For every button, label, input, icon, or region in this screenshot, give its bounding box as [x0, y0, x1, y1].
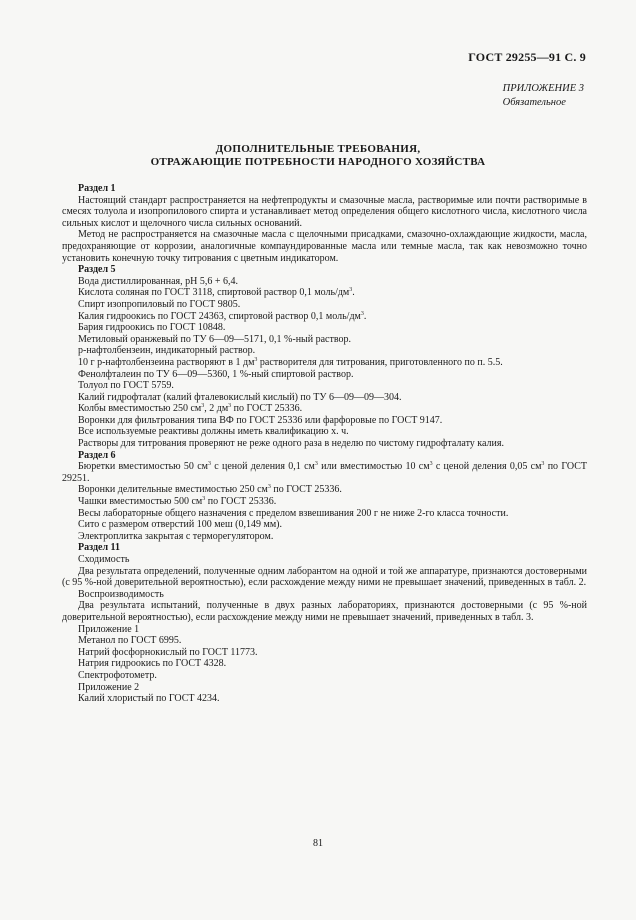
- list-item: Чашки вместимостью 500 $см^3$ по ГОСТ 25336.: [78, 496, 277, 508]
- list-item: Весы лабораторные общего назначения с пределом взвешивания 200 г не ниже 2-го класса точности.: [78, 507, 509, 519]
- document-body: [62, 183, 587, 705]
- list-item: Метиловый оранжевый по ТУ 6—09—5171, 0,1 %-ный раствор.: [78, 333, 352, 345]
- paragraph: Два результата определений, полученные одним лаборантом на одной и той же аппаратуре, признаются достоверными (с 95 %-ной доверительной вероятностью), если расхождение между ними не превышает значений, приведенных в табл. 2.: [62, 565, 587, 589]
- paragraph: Метод не распространяется на смазочные масла с щелочными присадками, смазочно-охлаждающие жидкости, масла, предохраняющие от коррозии, аналогичные компаундированные масла или темные масла, так как невозможно точно установить конечную точку титрования с цветным индикатором.: [62, 229, 587, 264]
- list-item: Натрий фосфорнокислый по ГОСТ 11773.: [78, 646, 258, 658]
- section-1-heading: Раздел 1: [78, 183, 116, 194]
- title-line-2: ОТРАЖАЮЩИЕ ПОТРЕБНОСТИ НАРОДНОГО ХОЗЯЙСТВА: [150, 156, 486, 168]
- appendix-label: ПРИЛОЖЕНИЕ 3: [502, 83, 584, 94]
- paragraph: Настоящий стандарт распространяется на нефтепродукты и смазочные масла, растворимые или почти растворимые в смесях толуола и изопропилового спирта и устанавливает метод определения общего кислотного числа, кислотного числа сильных кислот и щелочного числа сильных оснований.: [62, 194, 587, 229]
- section-11-heading: Раздел 11: [78, 542, 121, 554]
- list-item: Калий гидрофталат (калий фталевокислый кислый) по ТУ 6—09—09—304.: [78, 391, 402, 403]
- list-item: Все используемые реактивы должны иметь квалификацию х. ч.: [78, 426, 349, 438]
- list-item: Вода дистиллированная, pH 5,6 + 6,4.: [78, 275, 238, 287]
- list-item: Сходимость: [78, 554, 130, 565]
- list-item: Растворы для титрования проверяют не реже одного раза в неделю по чистому гидрофталату калия.: [78, 438, 504, 450]
- list-item: Приложение 1: [78, 623, 140, 635]
- list-item: Воронки для фильтрования типа ВФ по ГОСТ 25336 или фарфоровые по ГОСТ 9147.: [78, 414, 443, 426]
- list-item: Бария гидроокись по ГОСТ 10848.: [78, 322, 226, 334]
- appendix-status: Обязательное: [502, 97, 566, 108]
- standard-code-header: ГОСТ 29255—91 С. 9: [468, 50, 586, 64]
- list-item: Натрия гидроокись по ГОСТ 4328.: [78, 658, 227, 670]
- appendix-label-block: [503, 82, 584, 110]
- list-item: Кислота соляная по ГОСТ 3118, спиртовой раствор 0,1 моль/$дм^3$.: [78, 287, 355, 299]
- paragraph: Два результата испытаний, полученные в двух разных лабораториях, признаются достоверными (с 95 %-ной доверительной вероятностью), если расхождение между ними не превышает значений, приведенных в табл. 3.: [62, 600, 587, 623]
- list-item: Толуол по ГОСТ 5759.: [78, 380, 174, 392]
- section-5-heading: Раздел 5: [78, 264, 116, 276]
- list-item: Фенолфталеин по ТУ 6—09—5360, 1 %-ный спиртовой раствор.: [78, 368, 354, 380]
- title-line-1: ДОПОЛНИТЕЛЬНЫЕ ТРЕБОВАНИЯ,: [215, 143, 421, 155]
- list-item: Электроплитка закрытая с терморегулятором.: [78, 530, 274, 542]
- list-item: Метанол по ГОСТ 6995.: [78, 635, 182, 647]
- list-item: Калий хлористый по ГОСТ 4234.: [78, 693, 220, 705]
- list-item: Спектрофотометр.: [78, 669, 157, 681]
- page-number: 81: [313, 838, 323, 849]
- list-item: Приложение 2: [78, 681, 140, 693]
- list-item: 10 г p-нафтолбензеина растворяют в 1 $дм^3$ растворителя для титрования, приготовленного по п. 5.5.: [78, 356, 503, 368]
- list-item: Колбы вместимостью 250 $см^3$, 2 $дм^3$ по ГОСТ 25336.: [78, 403, 303, 415]
- list-item: Воронки делительные вместимостью 250 $см^3$ по ГОСТ 25336.: [78, 484, 342, 496]
- list-item: Сито с размером отверстий 100 меш (0,149 мм).: [78, 519, 282, 531]
- section-6-heading: Раздел 6: [78, 449, 116, 461]
- list-item: Воспроизводимость: [78, 588, 164, 600]
- page-title: [80, 143, 556, 169]
- list-item: Калия гидроокись по ГОСТ 24363, спиртовой раствор 0,1 моль/$дм^3$.: [78, 310, 367, 322]
- list-item: p-нафтолбензеин, индикаторный раствор.: [78, 345, 256, 357]
- list-item: Спирт изопропиловый по ГОСТ 9805.: [78, 298, 241, 310]
- list-item: Бюретки вместимостью 50 $см^3$ с ценой деления 0,1 $см^3$ или вместимостью 10 $см^3$ с ценой деления 0,05 $см^3$ по ГОСТ 29251.: [62, 461, 587, 484]
